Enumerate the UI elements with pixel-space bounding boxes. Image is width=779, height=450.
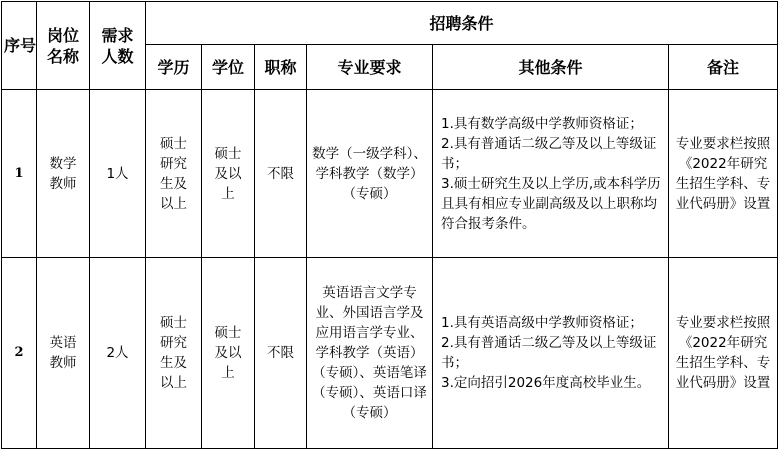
- header-post-name: 岗位名称: [37, 2, 90, 90]
- cell-education: 硕士研究生及以上: [146, 90, 202, 258]
- cell-major: 数学（一级学科）、学科教学（数学）（专硕）: [307, 90, 433, 258]
- cell-seq: 1: [2, 90, 37, 258]
- cell-other: [433, 90, 669, 258]
- other-condition-item: 2.具有普通话二级乙等及以上等级证书；: [441, 135, 657, 172]
- cell-education: 硕士研究生及以上: [146, 258, 202, 449]
- header-major: 专业要求: [307, 45, 433, 90]
- cell-other: [433, 258, 669, 449]
- cell-post-name: 数学教师: [37, 90, 90, 258]
- cell-major: 英语语言文学专业、外国语言学及应用语言学专业、学科教学（英语）（专硕）、英语笔译（专硕）、英语口译（专硕）: [307, 258, 433, 449]
- cell-headcount: 1人: [90, 90, 146, 258]
- other-condition-item: 3.硕士研究生及以上学历,或本科学历且具有相应专业副高级及以上职称均符合报考条件。: [441, 175, 661, 232]
- header-remark: 备注: [669, 45, 778, 90]
- cell-remark: 专业要求栏按照《2022年研究生招生学科、专业代码册》设置: [669, 258, 778, 449]
- header-other: 其他条件: [433, 45, 669, 90]
- table-row: [2, 258, 778, 449]
- table-row: [2, 90, 778, 258]
- header-conditions: 招聘条件: [146, 2, 778, 45]
- other-condition-item: 1.具有英语高级中学教师资格证；: [441, 315, 643, 331]
- cell-degree: 硕士及以上: [202, 90, 255, 258]
- header-title: 职称: [255, 45, 307, 90]
- header-row-top: [2, 2, 778, 45]
- other-condition-item: 3.定向招引2026年度高校毕业生。: [441, 375, 651, 391]
- header-seq: 序号: [2, 2, 37, 90]
- header-education: 学历: [146, 45, 202, 90]
- cell-headcount: 2人: [90, 258, 146, 449]
- cell-title: 不限: [255, 90, 307, 258]
- other-condition-item: 1.具有数学高级中学教师资格证；: [441, 115, 643, 132]
- cell-title: 不限: [255, 258, 307, 449]
- other-condition-item: 2.具有普通话二级乙等及以上等级证书；: [441, 335, 657, 371]
- cell-seq: 2: [2, 258, 37, 449]
- cell-remark: 专业要求栏按照《2022年研究生招生学科、专业代码册》设置: [669, 90, 778, 258]
- cell-post-name: 英语教师: [37, 258, 90, 449]
- recruitment-table: [1, 1, 778, 449]
- header-degree: 学位: [202, 45, 255, 90]
- header-headcount: 需求人数: [90, 2, 146, 90]
- cell-degree: 硕士及以上: [202, 258, 255, 449]
